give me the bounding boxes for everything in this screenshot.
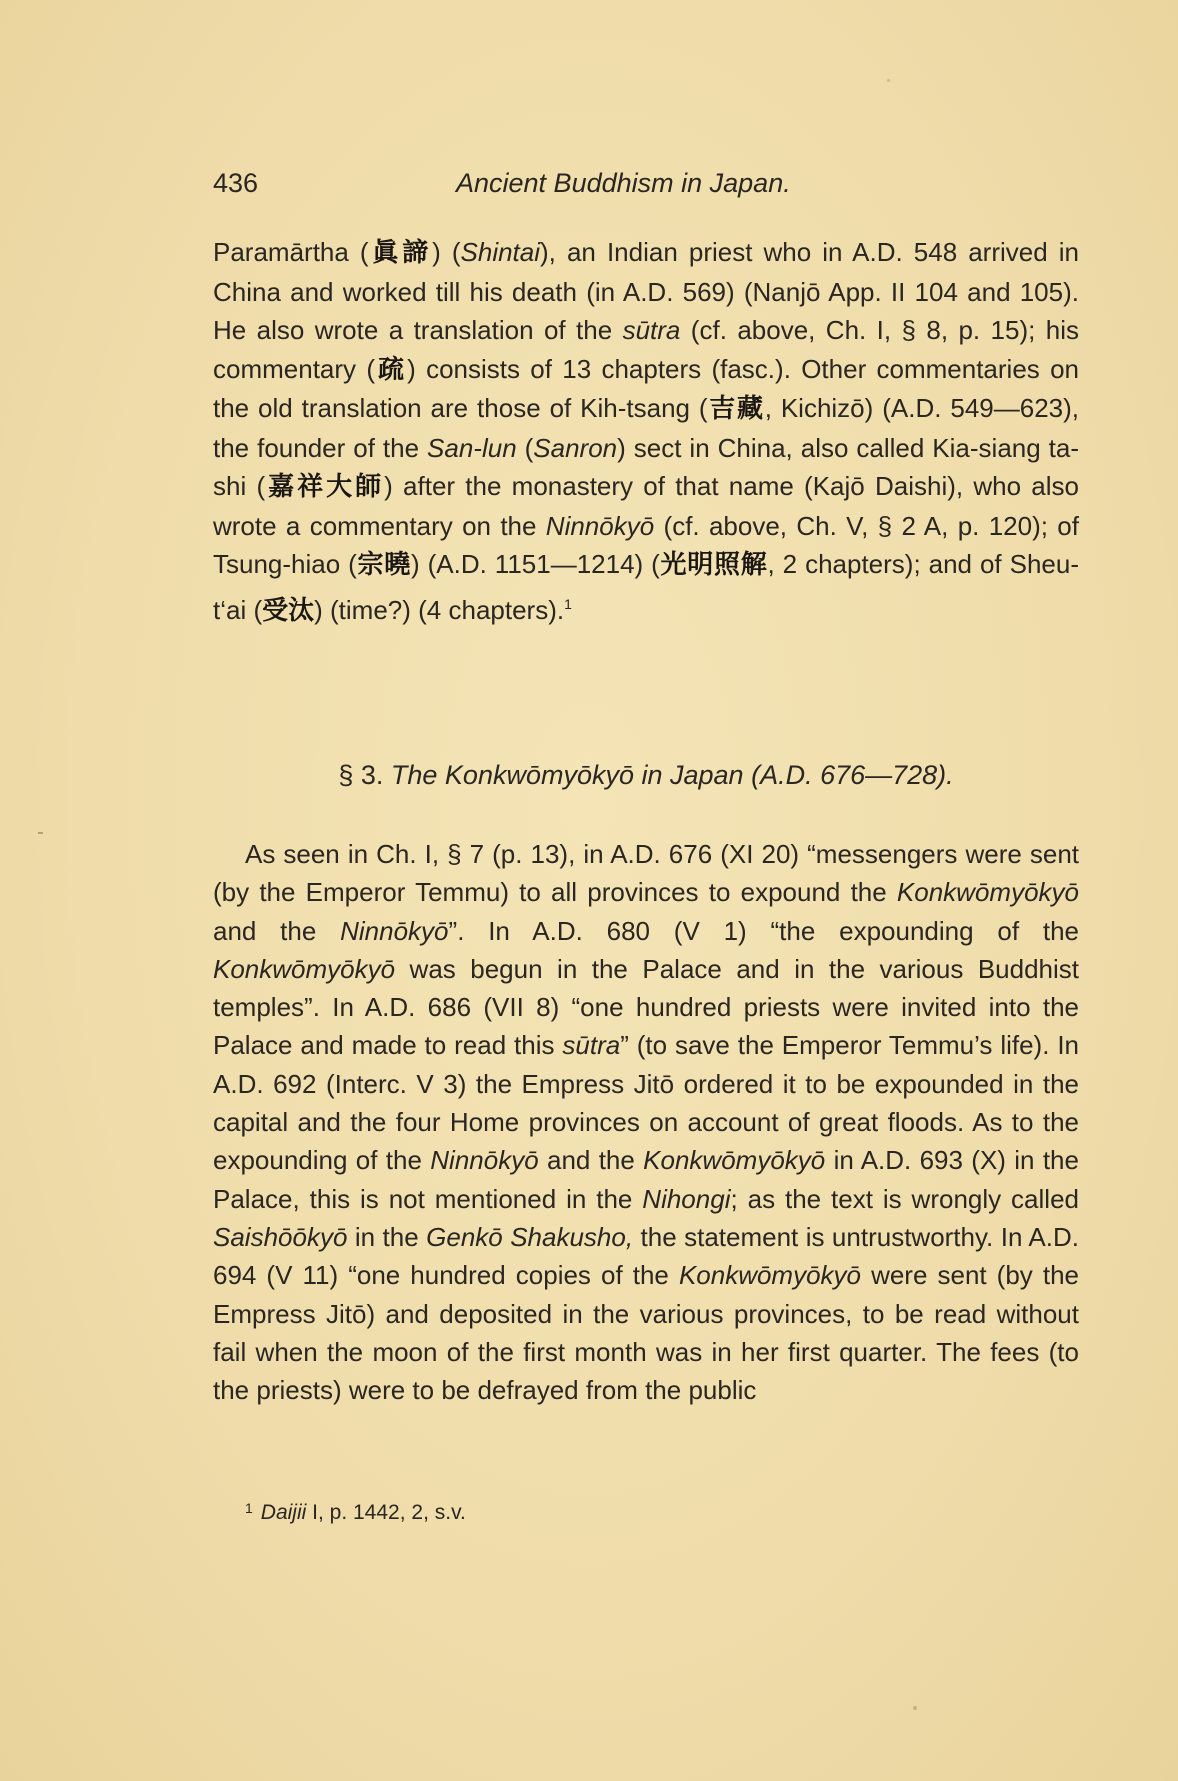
paper-speck <box>887 79 890 82</box>
cjk-text: 疏 <box>374 354 408 385</box>
section-heading <box>213 760 1079 791</box>
section-number: § 3. <box>338 760 384 790</box>
page-number: 436 <box>213 168 259 198</box>
paragraph: As seen in Ch. I, § 7 (p. 13), in A.D. 676 (XI 20) “messengers were sent (by the Emperor Temmu) to all provinces to expound the Konkwōmyōkyō and the Ninnōkyō”. In A.D. 680 (V 1) “the expounding of the Konkwōmyōkyō was begun in the Palace and in the various Buddhist temples”. In A.D. 686 (VII 8) “one hundred priests were invited into the Palace and made to read this sūtra” (to save the Emperor Temmu’s life). In A.D. 692 (Interc. V 3) the Empress Jitō ordered it to be expounded in the capital and the four Home provinces on account of great floods. As to the expounding of the Ninnōkyō and the Konkwōmyōkyō in A.D. 693 (X) in the Palace, this is not mentioned in the Nihongi; as the text is wrongly called Saishōōkyō in the Genkō Shakusho, the statement is untrustworthy. In A.D. 694 (V 11) “one hundred copies of the Konkwōmyōkyō were sent (by the Empress Jitō) and deposited in the various provinces, to be read without fail when the moon of the first month was in her first quarter. The fees (to the priests) were to be defrayed from the public <box>213 839 1080 1406</box>
page-header <box>213 168 1078 208</box>
running-title: Ancient Buddhism in Japan. <box>456 168 791 198</box>
footnote-source: Daijii <box>260 1501 307 1524</box>
cjk-text: 眞諦 <box>368 238 433 268</box>
footnote-text: I, p. 1442, 2, s.v. <box>306 1501 466 1524</box>
cjk-text: 嘉祥大師 <box>265 472 385 502</box>
footnote <box>245 1500 466 1525</box>
footnote-marker: 1 <box>245 1500 253 1516</box>
paragraph-continued: Paramārtha (眞諦) (Shintai), an Indian priest who in A.D. 548 arrived in China and worked till his death (in A.D. 569) (Nanjō App. II 104 and 105). He also wrote a translation of the sūtra (cf. above, Ch. I, § 8, p. 15); his commentary (疏) consists of 13 chapters (fasc.). Other commentaries on the old translation are those of Kih-tsang (吉藏, Kichizō) (A.D. 549—623), the founder of the San-lun (Sanron) sect in China, also called Kia-siang ta-shi (嘉祥大師) after the monastery of that name (Kajō Daishi), who also wrote a commentary on the Ninnōkyō (cf. above, Ch. V, § 2 A, p. 120); of Tsung-hiao (宗曉) (A.D. 1151—1214) (光明照解, 2 chapters); and of Sheu-t‘ai (受汰) (time?) (4 chapters).$^1$ <box>213 237 1080 626</box>
cjk-text: 光明照解 <box>659 550 768 580</box>
cjk-text: 受汰 <box>262 595 315 626</box>
footnote-reference: 1 <box>564 595 572 612</box>
paper-speck <box>913 1706 917 1710</box>
paper-speck <box>38 832 43 834</box>
cjk-text: 吉藏 <box>707 394 765 424</box>
cjk-text: 宗曉 <box>356 550 412 580</box>
section-title: The Konkwōmyōkyō in Japan (A.D. 676—728). <box>390 760 954 790</box>
